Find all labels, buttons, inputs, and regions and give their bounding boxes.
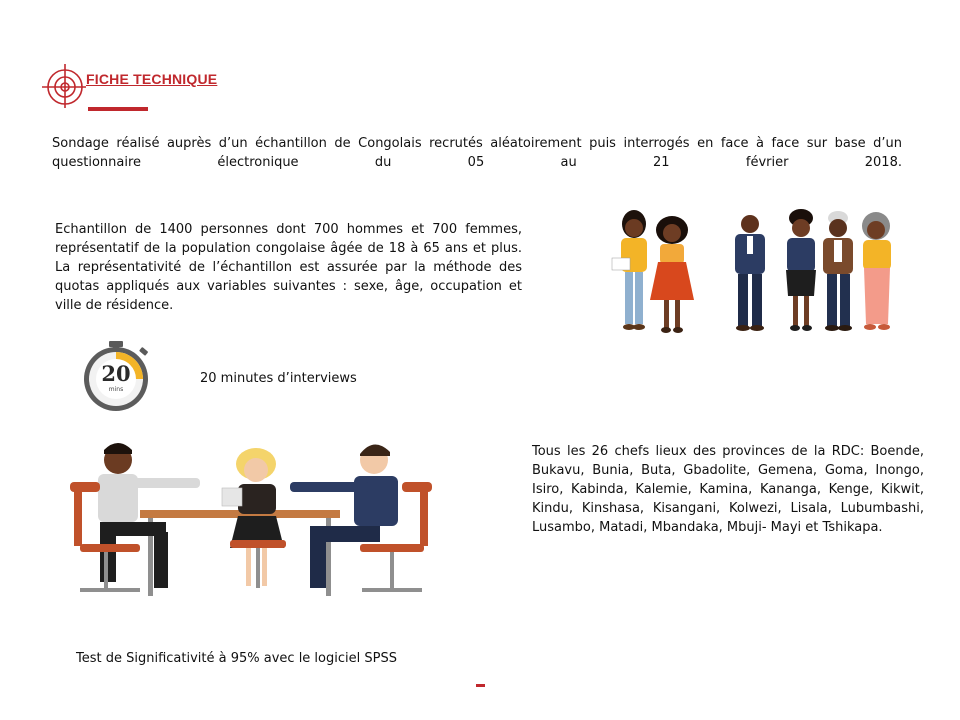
page-title: FICHE TECHNIQUE	[86, 71, 218, 87]
interview-duration-text: 20 minutes d’interviews	[200, 371, 357, 386]
group-of-people-illustration	[608, 206, 908, 340]
sample-description: Echantillon de 1400 personnes dont 700 hommes et 700 femmes, représentatif de la population congolaise âgée de 18 à 65 ans et plus. La représentativité de l’échantillon est assurée par la méthode des quotas appliqués aux variables suivantes : sexe, âge, occupation et ville de résidence.	[55, 222, 522, 313]
stopwatch-icon	[68, 341, 164, 413]
footer-dash-accent	[476, 684, 485, 687]
locations-description: Tous les 26 chefs lieux des provinces de la RDC: Boende, Bukavu, Bunia, Buta, Gbadolite, Gemena, Goma, Inongo, Isiro, Kabinda, Kalemie, Kamina, Kananga, Kenge, Kikwit, Kindu, Kinshasa, Kisangani, Kolwezi, Lisala, Lubumbashi, Lusambo, Matadi, Mbandaka, Mbuji- Mayi et Tshikapa.	[532, 444, 924, 535]
survey-description: Sondage réalisé auprès d’un échantillon de Congolais recrutés aléatoirement puis interrogés en face à face sur base d’un questionnaire électronique du 05 au 21 février 2018.	[52, 136, 902, 170]
interview-table-illustration	[70, 436, 432, 600]
target-icon	[40, 62, 88, 110]
title-underline-bar	[88, 107, 148, 111]
stopwatch-unit: mins	[108, 386, 124, 393]
significance-text: Test de Significativité à 95% avec le logiciel SPSS	[76, 651, 397, 666]
stopwatch-value: 20	[101, 361, 131, 386]
